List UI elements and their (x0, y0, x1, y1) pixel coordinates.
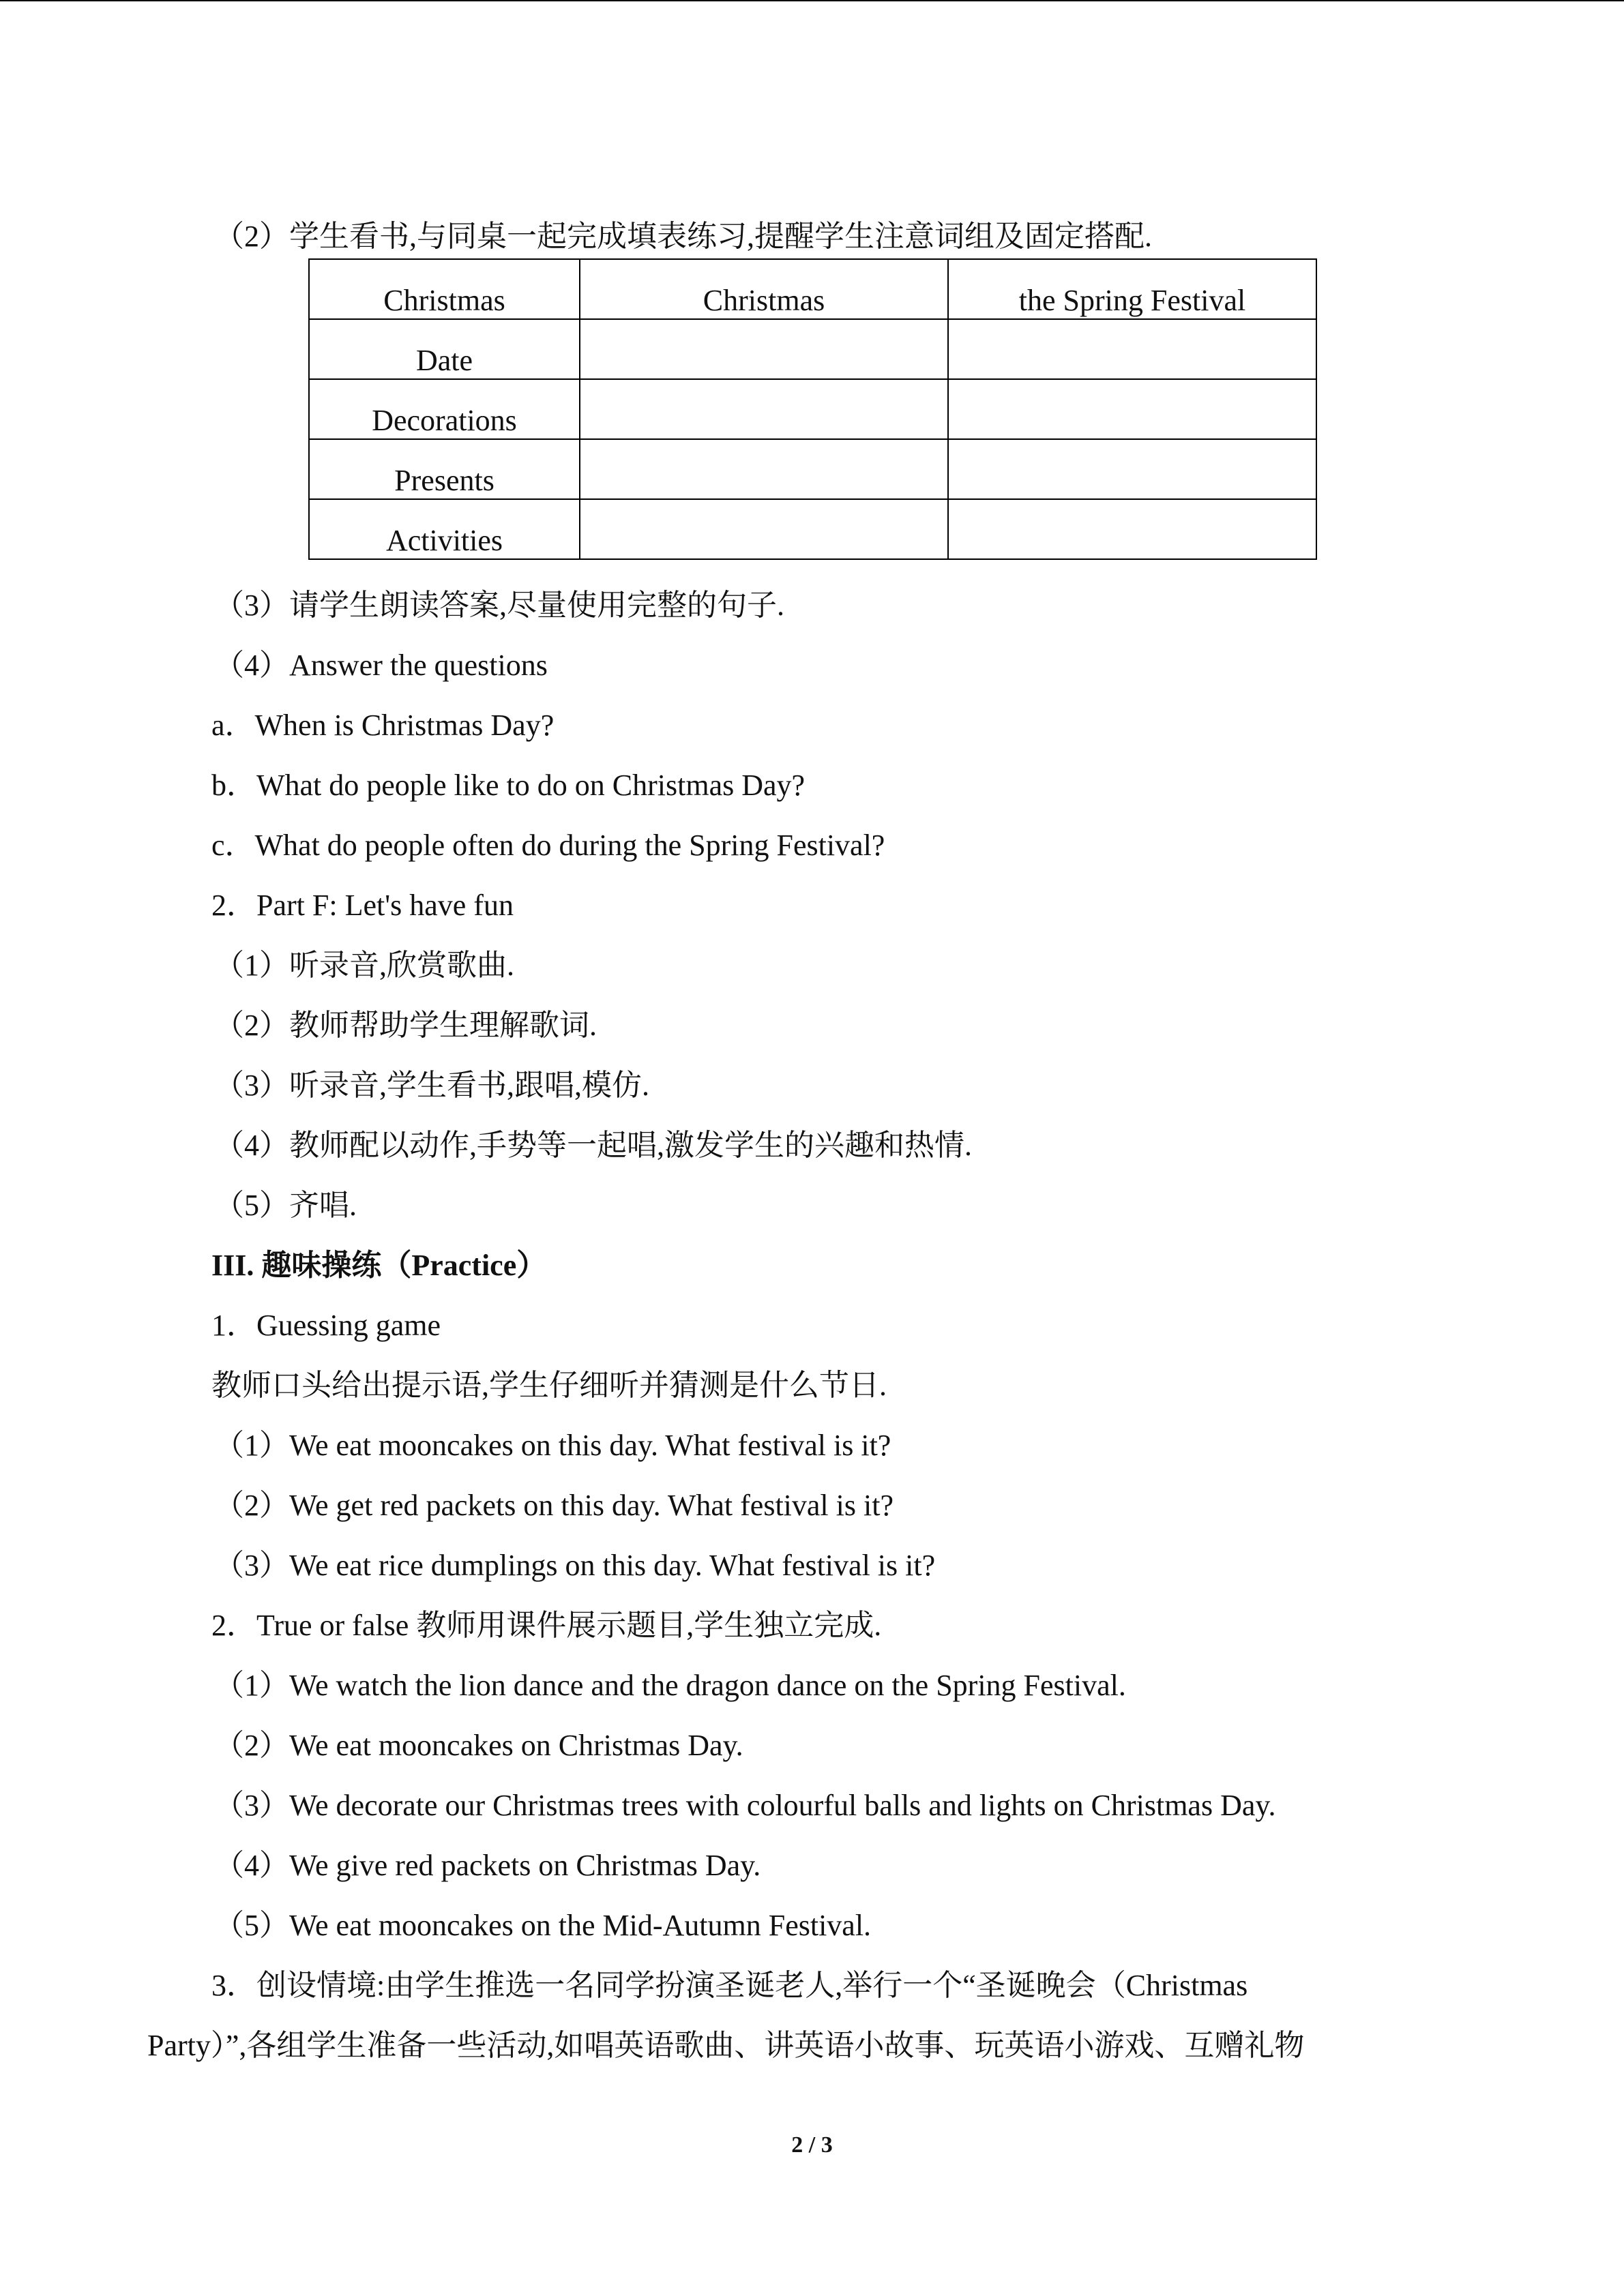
step-line: （1）听录音,欣赏歌曲. (214, 949, 514, 982)
table-row (309, 379, 1316, 439)
table-row (309, 319, 1316, 379)
row-label: Decorations (309, 379, 580, 439)
row-label: Presents (309, 439, 580, 499)
table-row (309, 439, 1316, 499)
blank-cell (948, 439, 1316, 499)
blank-cell (948, 319, 1316, 379)
prompt-line: （3）We eat rice dumplings on this day. What festival is it? (214, 1549, 936, 1582)
step-line: （5）齐唱. (214, 1189, 357, 1222)
blank-cell (580, 499, 948, 559)
table-header-cell: Christmas (309, 259, 580, 319)
table-header-cell: Christmas (580, 259, 948, 319)
prompt-line: （2）We get red packets on this day. What festival is it? (214, 1489, 894, 1522)
blank-cell (948, 499, 1316, 559)
table-header-cell: the Spring Festival (948, 259, 1316, 319)
step-line: （3）听录音,学生看书,跟唱,模仿. (214, 1069, 649, 1102)
table-row (309, 499, 1316, 559)
statement-line: （3）We decorate our Christmas trees with colourful balls and lights on Christmas Day. (214, 1789, 1276, 1822)
blank-cell (580, 379, 948, 439)
statement-line: （4）We give red packets on Christmas Day. (214, 1849, 761, 1882)
blank-cell (580, 319, 948, 379)
blank-cell (948, 379, 1316, 439)
section-heading: III. 趣味操练（Practice） (211, 1249, 547, 1282)
activity-description: 教师口头给出提示语,学生仔细听并猜测是什么节日. (211, 1369, 887, 1402)
question-line: b．What do people like to do on Christmas Day? (211, 769, 806, 802)
instruction-line: （4）Answer the questions (214, 648, 548, 682)
fill-in-table (308, 258, 1317, 560)
statement-line: （5）We eat mooncakes on the Mid-Autumn Festival. (214, 1909, 872, 1942)
question-line: c．What do people often do during the Spring Festival? (211, 829, 885, 862)
row-label: Date (309, 319, 580, 379)
page-number: 2 / 3 (791, 2132, 833, 2158)
activity-heading: 2．True or false 教师用课件展示题目,学生独立完成. (211, 1609, 882, 1642)
statement-line: （1）We watch the lion dance and the dragon dance on the Spring Festival. (214, 1669, 1126, 1702)
part-heading: 2．Part F: Let's have fun (211, 889, 514, 922)
blank-cell (580, 439, 948, 499)
intro-line: （2）学生看书,与同桌一起完成填表练习,提醒学生注意词组及固定搭配. (214, 220, 1152, 253)
paragraph-line: 3．创设情境:由学生推选一名同学扮演圣诞老人,举行一个“圣诞晚会（Christmas (211, 1969, 1248, 2002)
table-header-row (309, 259, 1316, 319)
instruction-line: （3）请学生朗读答案,尽量使用完整的句子. (214, 588, 784, 622)
prompt-line: （1）We eat mooncakes on this day. What festival is it? (214, 1429, 891, 1462)
step-line: （2）教师帮助学生理解歌词. (214, 1009, 597, 1042)
step-line: （4）教师配以动作,手势等一起唱,激发学生的兴趣和热情. (214, 1129, 972, 1162)
paragraph-line: Party）”,各组学生准备一些活动,如唱英语歌曲、讲英语小故事、玩英语小游戏、互赠礼物 (147, 2029, 1305, 2062)
statement-line: （2）We eat mooncakes on Christmas Day. (214, 1729, 743, 1762)
question-line: a．When is Christmas Day? (211, 709, 555, 742)
row-label: Activities (309, 499, 580, 559)
activity-heading: 1．Guessing game (211, 1309, 441, 1342)
